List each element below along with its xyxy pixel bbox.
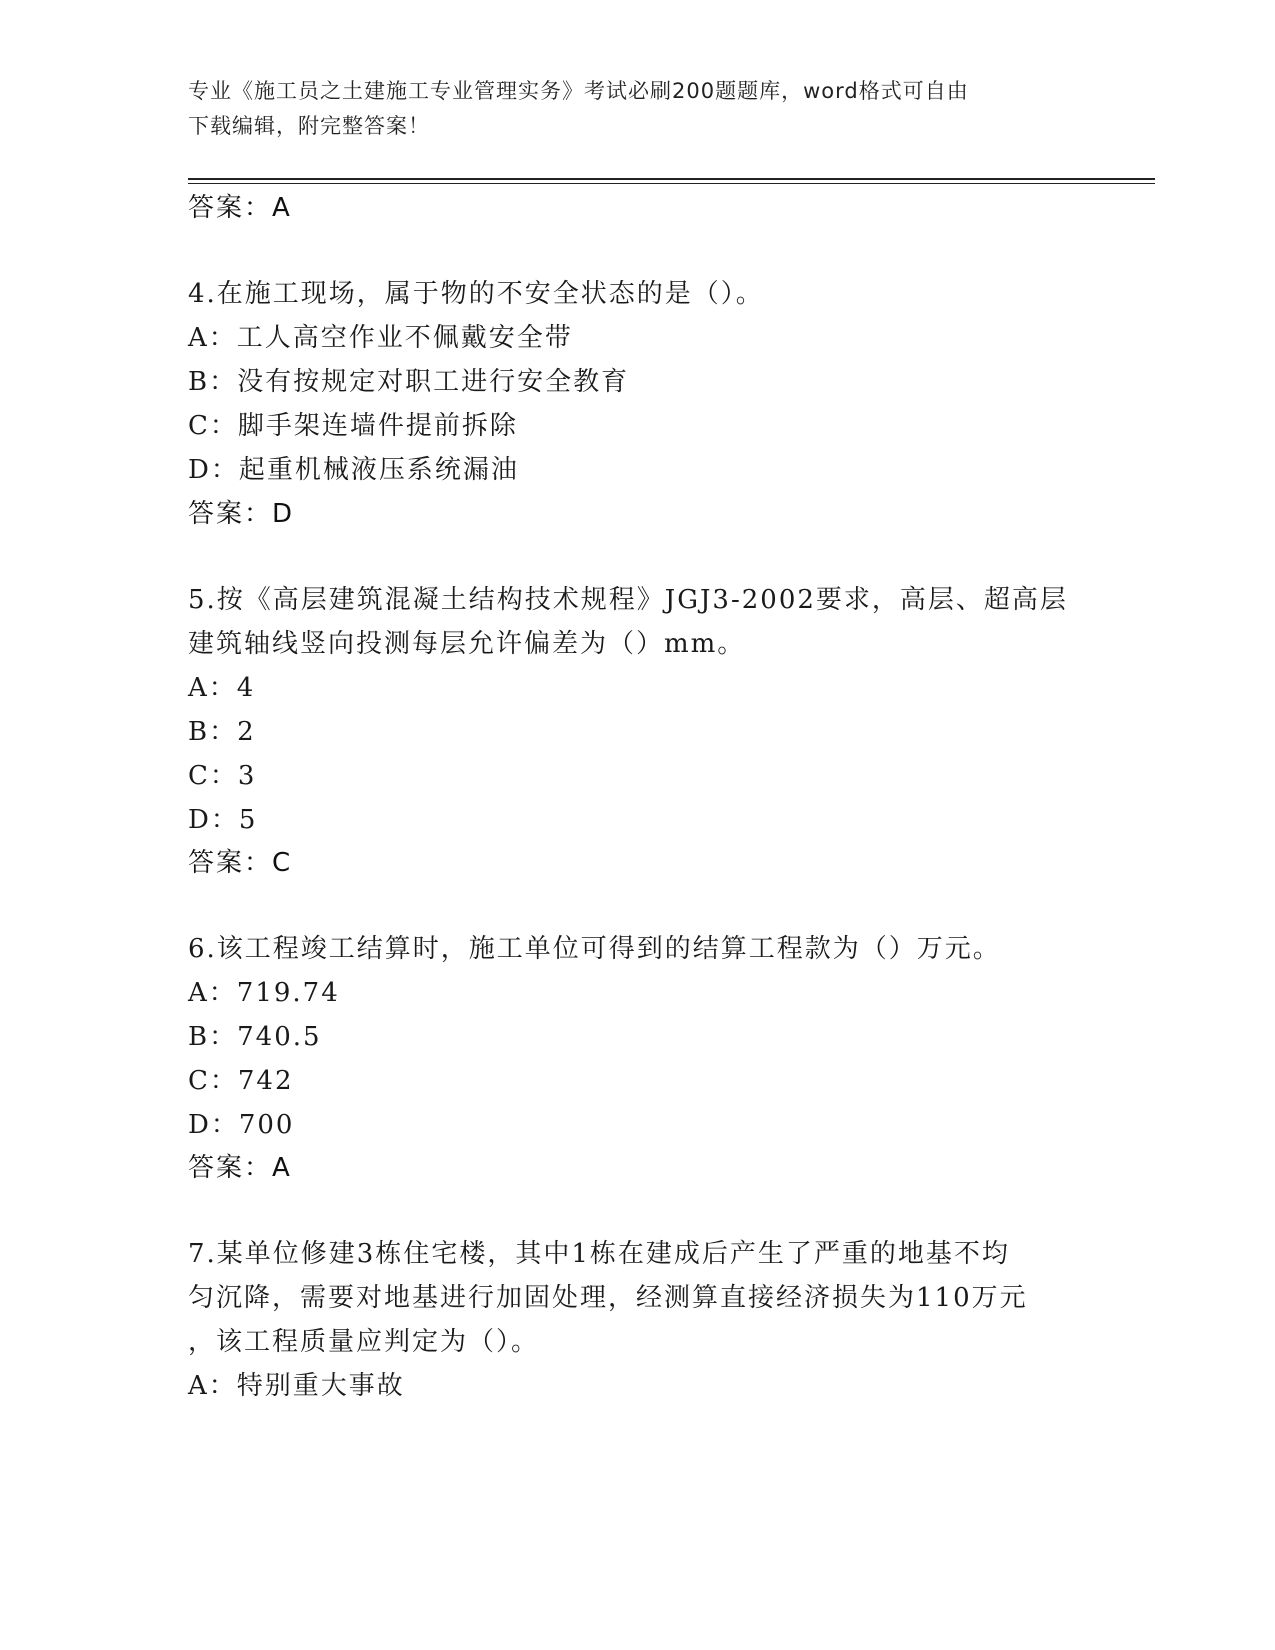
question-4-option-b: B：没有按规定对职工进行安全教育 [188,367,630,397]
question-4-stem: 4.在施工现场，属于物的不安全状态的是（）。 [188,279,764,309]
previous-answer: 答案：A [188,193,292,223]
header-line-2: 下载编辑，附完整答案！ [188,114,430,138]
question-7-stem-line-2: 匀沉降，需要对地基进行加固处理，经测算直接经济损失为110万元 [188,1283,1028,1313]
question-5-option-c: C：3 [188,761,257,791]
question-5-option-a: A：4 [188,673,256,703]
question-6-answer: 答案：A [188,1153,292,1183]
question-7-option-a: A：特别重大事故 [188,1371,405,1401]
question-4-answer: 答案：D [188,499,295,529]
header-line-1: 专业《施工员之土建施工专业管理实务》考试必刷200题题库，word格式可自由 [188,79,969,103]
question-5-option-d: D：5 [188,805,258,835]
question-6-option-d: D：700 [188,1110,295,1140]
question-6-option-c: C：742 [188,1066,294,1096]
question-6-option-a: A：719.74 [188,978,340,1008]
question-7-stem-line-1: 7.某单位修建3栋住宅楼，其中1栋在建成后产生了严重的地基不均 [188,1239,1010,1269]
header-divider-thin [188,183,1155,184]
question-7-stem-line-3: ，该工程质量应判定为（）。 [188,1327,540,1357]
question-5-option-b: B：2 [188,717,256,747]
question-4-option-c: C：脚手架连墙件提前拆除 [188,411,518,441]
question-5-stem-line-2: 建筑轴线竖向投测每层允许偏差为（）mm。 [188,629,746,659]
question-4-option-a: A：工人高空作业不佩戴安全带 [188,323,573,353]
question-5-stem-line-1: 5.按《高层建筑混凝土结构技术规程》JGJ3-2002要求，高层、超高层 [188,585,1068,615]
header-divider-thick [188,178,1155,180]
question-5-answer: 答案：C [188,848,293,878]
question-6-stem: 6.该工程竣工结算时，施工单位可得到的结算工程款为（）万元。 [188,934,1001,964]
question-6-option-b: B：740.5 [188,1022,322,1052]
question-4-option-d: D：起重机械液压系统漏油 [188,455,519,485]
document-header [188,74,1068,144]
